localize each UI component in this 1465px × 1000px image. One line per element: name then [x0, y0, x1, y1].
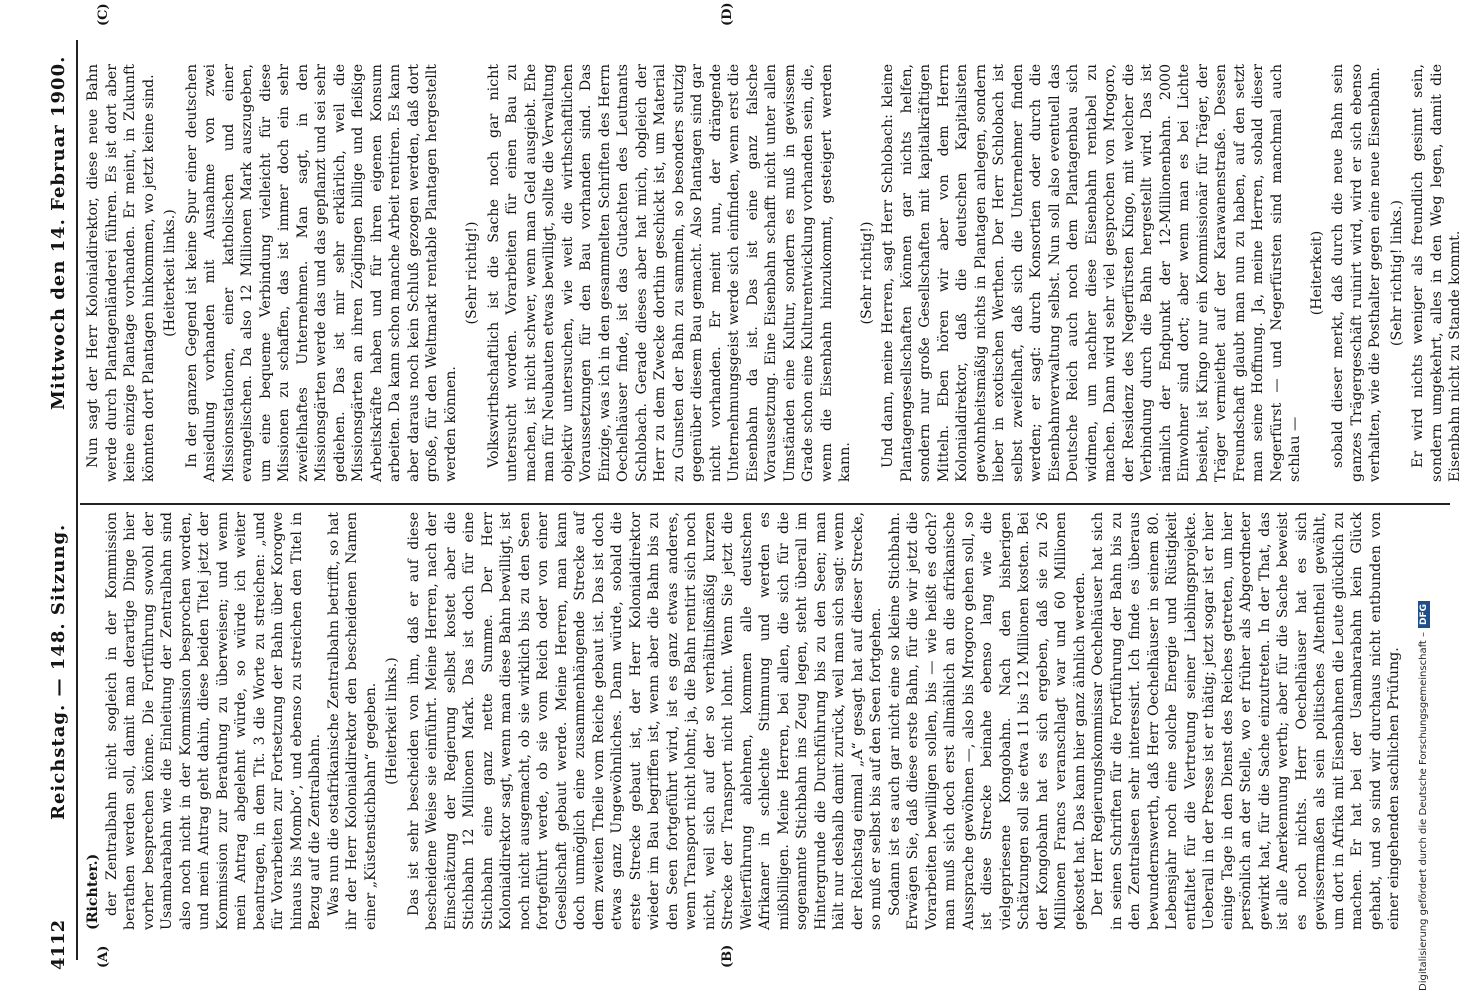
digitization-credit	[1416, 6, 1432, 991]
interjection: (Heiterkeit links.)	[384, 657, 400, 785]
paragraph: Sodann ist es auch gar nicht eine so kleine Stichbahn. Erwägen Sie, daß diese erste Bahn, für die wir jetzt die Vorarbeiten bewilligen sollen, bis — wie heißt es doch? man muß sich doch erst allmählich an die afrikanische Aussprache gewöhnen —, also bis Mrogoro gehen soll, so ist diese Strecke beinahe ebenso lang wie die vielgepriesene Kongobahn. Nach den bisherigen Schätzungen soll sie etwa 11 bis 12 Millionen kosten. Bei der Kongobahn hat es sich ergeben, daß sie zu 26 Millionen Francs veranschlagt war und 60 Millionen gekostet hat. Das kann hier ganz ähnlich werden.	[886, 512, 1088, 930]
paragraph: Nun sagt der Herr Kolonialdirektor, diese neue Bahn werde durch Plantagenländerei führen. Es ist dort aber keine einzige Plantage vorhanden. Er meint, in Zukunft könnten dort Plantagen hinkommen, wo jetzt keine sind.	[85, 64, 157, 482]
right-column	[84, 64, 1463, 482]
paragraph: In der ganzen Gegend ist keine Spur einer deutschen Ansiedlung vorhanden mit Ausnahme von zwei Missionsstationen, einer katholischen und einer evangelischen. Da also 12 Millionen Mark auszugeben, um eine bequeme Verbindung vielleicht für diese Missionen zu schaffen, das ist immer doch ein sehr zweifelhaftes Unternehmen. Man sagt, in den Missionsgärten werde das und das gepflanzt und sei sehr gediehen. Das ist mir sehr erklärlich, weil die Missionsgärten an ihren Zöglingen billige und fleißige Arbeitskräfte haben und für ihren eigenen Konsum arbeiten. Da kann schon manche Arbeit rentiren. Es kann aber daraus noch kein Schluß gezogen werden, daß dort große, für den Weltmarkt rentable Plantagen hergestellt werden können.	[183, 64, 459, 482]
interjection: (Sehr richtig! links.)	[1388, 199, 1405, 347]
margin-marker-d: (D)	[720, 2, 735, 26]
margin-marker-c: (C)	[96, 3, 111, 26]
paragraph: Und dann, meine Herren, sagt Herr Schlobach: kleine Plantagengesellschaften können gar nichts helfen, sondern nur große Gesellschaften mit kapitalkräftigen Mitteln. Eben hören wir aber von dem Herrn Kolonialdirektor, daß die deutschen Kapitalisten gewohnheitsmäßig nichts in Plantagen anlegen, sondern lieber in exotischen Werthen. Der Herr Schlobach ist selbst zweifelhaft, daß sich die Unternehmer finden werden; er sagt: durch Konsortien oder durch die Eisenbahnverwaltung selbst. Nun soll also eventuell das Deutsche Reich auch noch dem Plantagenbau sich widmen, um nachher diese Eisenbahn rentabel zu machen. Dann wird sehr viel gesprochen von Mrogoro, der Residenz des Negerfürsten Kingo, mit welcher die Verbindung durch die Bahn hergestellt wird. Das ist nämlich der Endpunkt der 12-Millionenbahn. 2000 Einwohner sind dort; aber wenn man es bei Lichte besieht, ist Kingo nur ein Kommissionär für Träger, der Träger vermiethet auf der Karawanenstraße. Dessen Freundschaft glaubt man nun zu haben, auf den setzt man seine Hoffnung. Ja, meine Herren, sobald dieser Negerfürst — und Negerfürsten sind manchmal auch schlau —	[880, 64, 1303, 482]
paragraph: der Zentralbahn nicht sogleich in der Kommission berathen werden soll, damit man derartige Dinge hier vorher besprechen könne. Die Fortführung sowohl der Usambarabahn wie die Einleitung der Zentralbahn sind also noch nicht in der Kommission besprochen worden, und mein Antrag geht dahin, diese beiden Titel jetzt der Kommission zur Berathung zu überweisen; und wenn mein Antrag abgelehnt würde, so würde ich weiter beantragen, in dem Tit. 3 die Worte zu streichen: „und für Vorarbeiten zur Fortsetzung der Bahn über Korogwe hinaus bis Mombo“, und ebenso zu streichen den Titel in Bezug auf die Zentralbahn.	[103, 512, 323, 930]
paragraph: sobald dieser merkt, daß durch die neue Bahn sein ganzes Trägergeschäft ruinirt wird, wird er sich ebenso verhalten, wie die Posthalter gegen eine neue Eisenbahn.	[1330, 64, 1383, 482]
interjection: (Heiterkeit links.)	[162, 209, 178, 337]
header-rule	[76, 40, 78, 960]
interjection: (Sehr richtig!)	[464, 221, 480, 325]
paragraph: Was nun die ostafrikanische Zentralbahn betrifft, so hat ihr der Herr Kolonialdirektor den bescheidenen Namen einer „Küstenstichbahn“ gegeben.	[325, 512, 379, 930]
credit-text: Digitalisierung gefördert durch die Deutsche Forschungsgemeinschaft –	[1418, 631, 1429, 991]
interjection: (Heiterkeit)	[1308, 230, 1325, 316]
margin-marker-a: (A)	[96, 945, 111, 968]
margin-marker-b: (B)	[720, 944, 735, 968]
paragraph: Er wird nichts weniger als freundlich gesinnt sein, sondern umgekehrt, alles in den Weg legen, damit die Eisenbahn nicht zu Stande kommt.	[1410, 64, 1463, 482]
speaker-name: (Richter.)	[85, 853, 101, 930]
paragraph: Das ist sehr bescheiden von ihm, daß er auf diese bescheidene Weise sie einführt. Meine Herren, nach der Einschätzung der Regierung selbst kostet aber die Stichbahn 12 Millionen Mark. Das ist doch für eine Stichbahn eine ganz nette Summe. Der Herr Kolonialdirektor sagt, wenn man diese Bahn bewilligt, ist noch nicht ausgemacht, ob sie wirklich bis zu den Seen fortgeführt werde, ob sie vom Reich oder von einer Gesellschaft gebaut werde. Meine Herren, man kann doch unmöglich eine zusammenhängende Strecke auf dem zweiten Theile vom Reiche gebaut ist. Das ist doch etwas ganz Ungewöhnliches. Dann würde, sobald die erste Strecke gebaut ist, der Herr Kolonialdirektor wieder im Bau begriffen ist, wenn aber die Bahn bis zu den Seen fortgeführt wird, ist es ganz etwas anderes, wenn Transport nicht lohnt; ja, die Bahn rentirt sich noch nicht, weil sich auf der so verhältnißmäßig kurzen Strecke der Transport nicht lohnt. Wenn Sie jetzt die Weiterführung ablehnen, kommen alle deutschen Afrikaner in schlechte Stimmung und werden es mißbilligen. Meine Herren, bei allen, die sich für die sogenannte Stichbahn ins Zeug legen, steht überall im Hintergrunde die Durchführung bis zu den Seen; man hält nur deshalb damit zurück, weil man sich sagt: wenn der Reichstag einmal „A“ gesagt hat auf dieser Strecke, so muß er selbst bis auf den Seen fortgehen.	[405, 512, 884, 930]
session-date: Mittwoch den 14. Februar 1900.	[48, 55, 69, 410]
interjection: (Sehr richtig!)	[858, 221, 875, 325]
dfg-logo: DFG	[1418, 601, 1430, 628]
column-divider	[80, 503, 1450, 505]
page-header	[48, 25, 72, 970]
paragraph: Volkswirthschaftlich ist die Sache noch gar nicht untersucht worden. Vorarbeiten für einen Bau zu machen, ist nicht schwer, wenn man Geld ausgiebt. Ehe man für Neubauten etwas bewilligt, sollte die Verwaltung objektiv untersuchen, wie weit die wirthschaftlichen Voraussetzungen für den Bau vorhanden sind. Das Einzige, was ich in den gesammelten Schriften des Herrn Oechelhäuser finde, ist das Gutachten des Leutnants Schlobach. Gerade dieses aber hat mich, obgleich der Herr zu dem Zwecke dorthin geschickt ist, um Material zu Gunsten der Bahn zu sammeln, so besonders stutzig gegenüber diesem Bau gemacht. Also Plantagen sind gar nicht vorhanden. Er meint nun, der drängende Unternehmungsgeist werde sich einfinden, wenn erst die Eisenbahn da ist. Das ist eine ganz falsche Voraussetzung. Eine Eisenbahn schafft nicht unter allen Umständen eine Kultur, sondern es muß in gewissem Grade schon eine Kulturentwicklung vorhanden sein, die, wenn die Eisenbahn hinzukommt, gesteigert werden kann.	[485, 64, 853, 482]
paragraph: Der Herr Regierungskommissar Oechelhäuser hat sich in seinen Schriften für die Fortführung der Bahn bis zu den Zentralseen sehr interessirt. Ich finde es überaus bewundernswerth, daß Herr Oechelhäuser in seinem 80. Lebensjahr noch eine solche Energie und Rüstigkeit entfaltet für die Vertretung seiner Lieblingsprojekte. Ueberall in der Presse ist er thätig; jetzt sogar ist er hier einige Tage in den Dienst des Reiches getreten, um hier persönlich an der Stelle, wo er früher als Abgeordneter gewirkt hat, für die Sache einzutreten. In der That, das ist alle Anerkennung werth; aber für die Sache beweist es noch nichts. Herr Oechelhäuser hat es sich gewissermaßen als sein politisches Altentheil gewählt, um dort in Afrika mit Eisenbahnen die Leute glücklich zu machen. Er hat bei der Usambarabahn kein Glück gehabt, und so sind wir durchaus nicht entbunden von einer eingehenden sachlichen Prüfung.	[1090, 512, 1402, 930]
session-title: Reichstag. — 148. Sitzung.	[48, 523, 69, 820]
page-number: 4112	[48, 919, 69, 970]
left-column	[84, 512, 1424, 930]
